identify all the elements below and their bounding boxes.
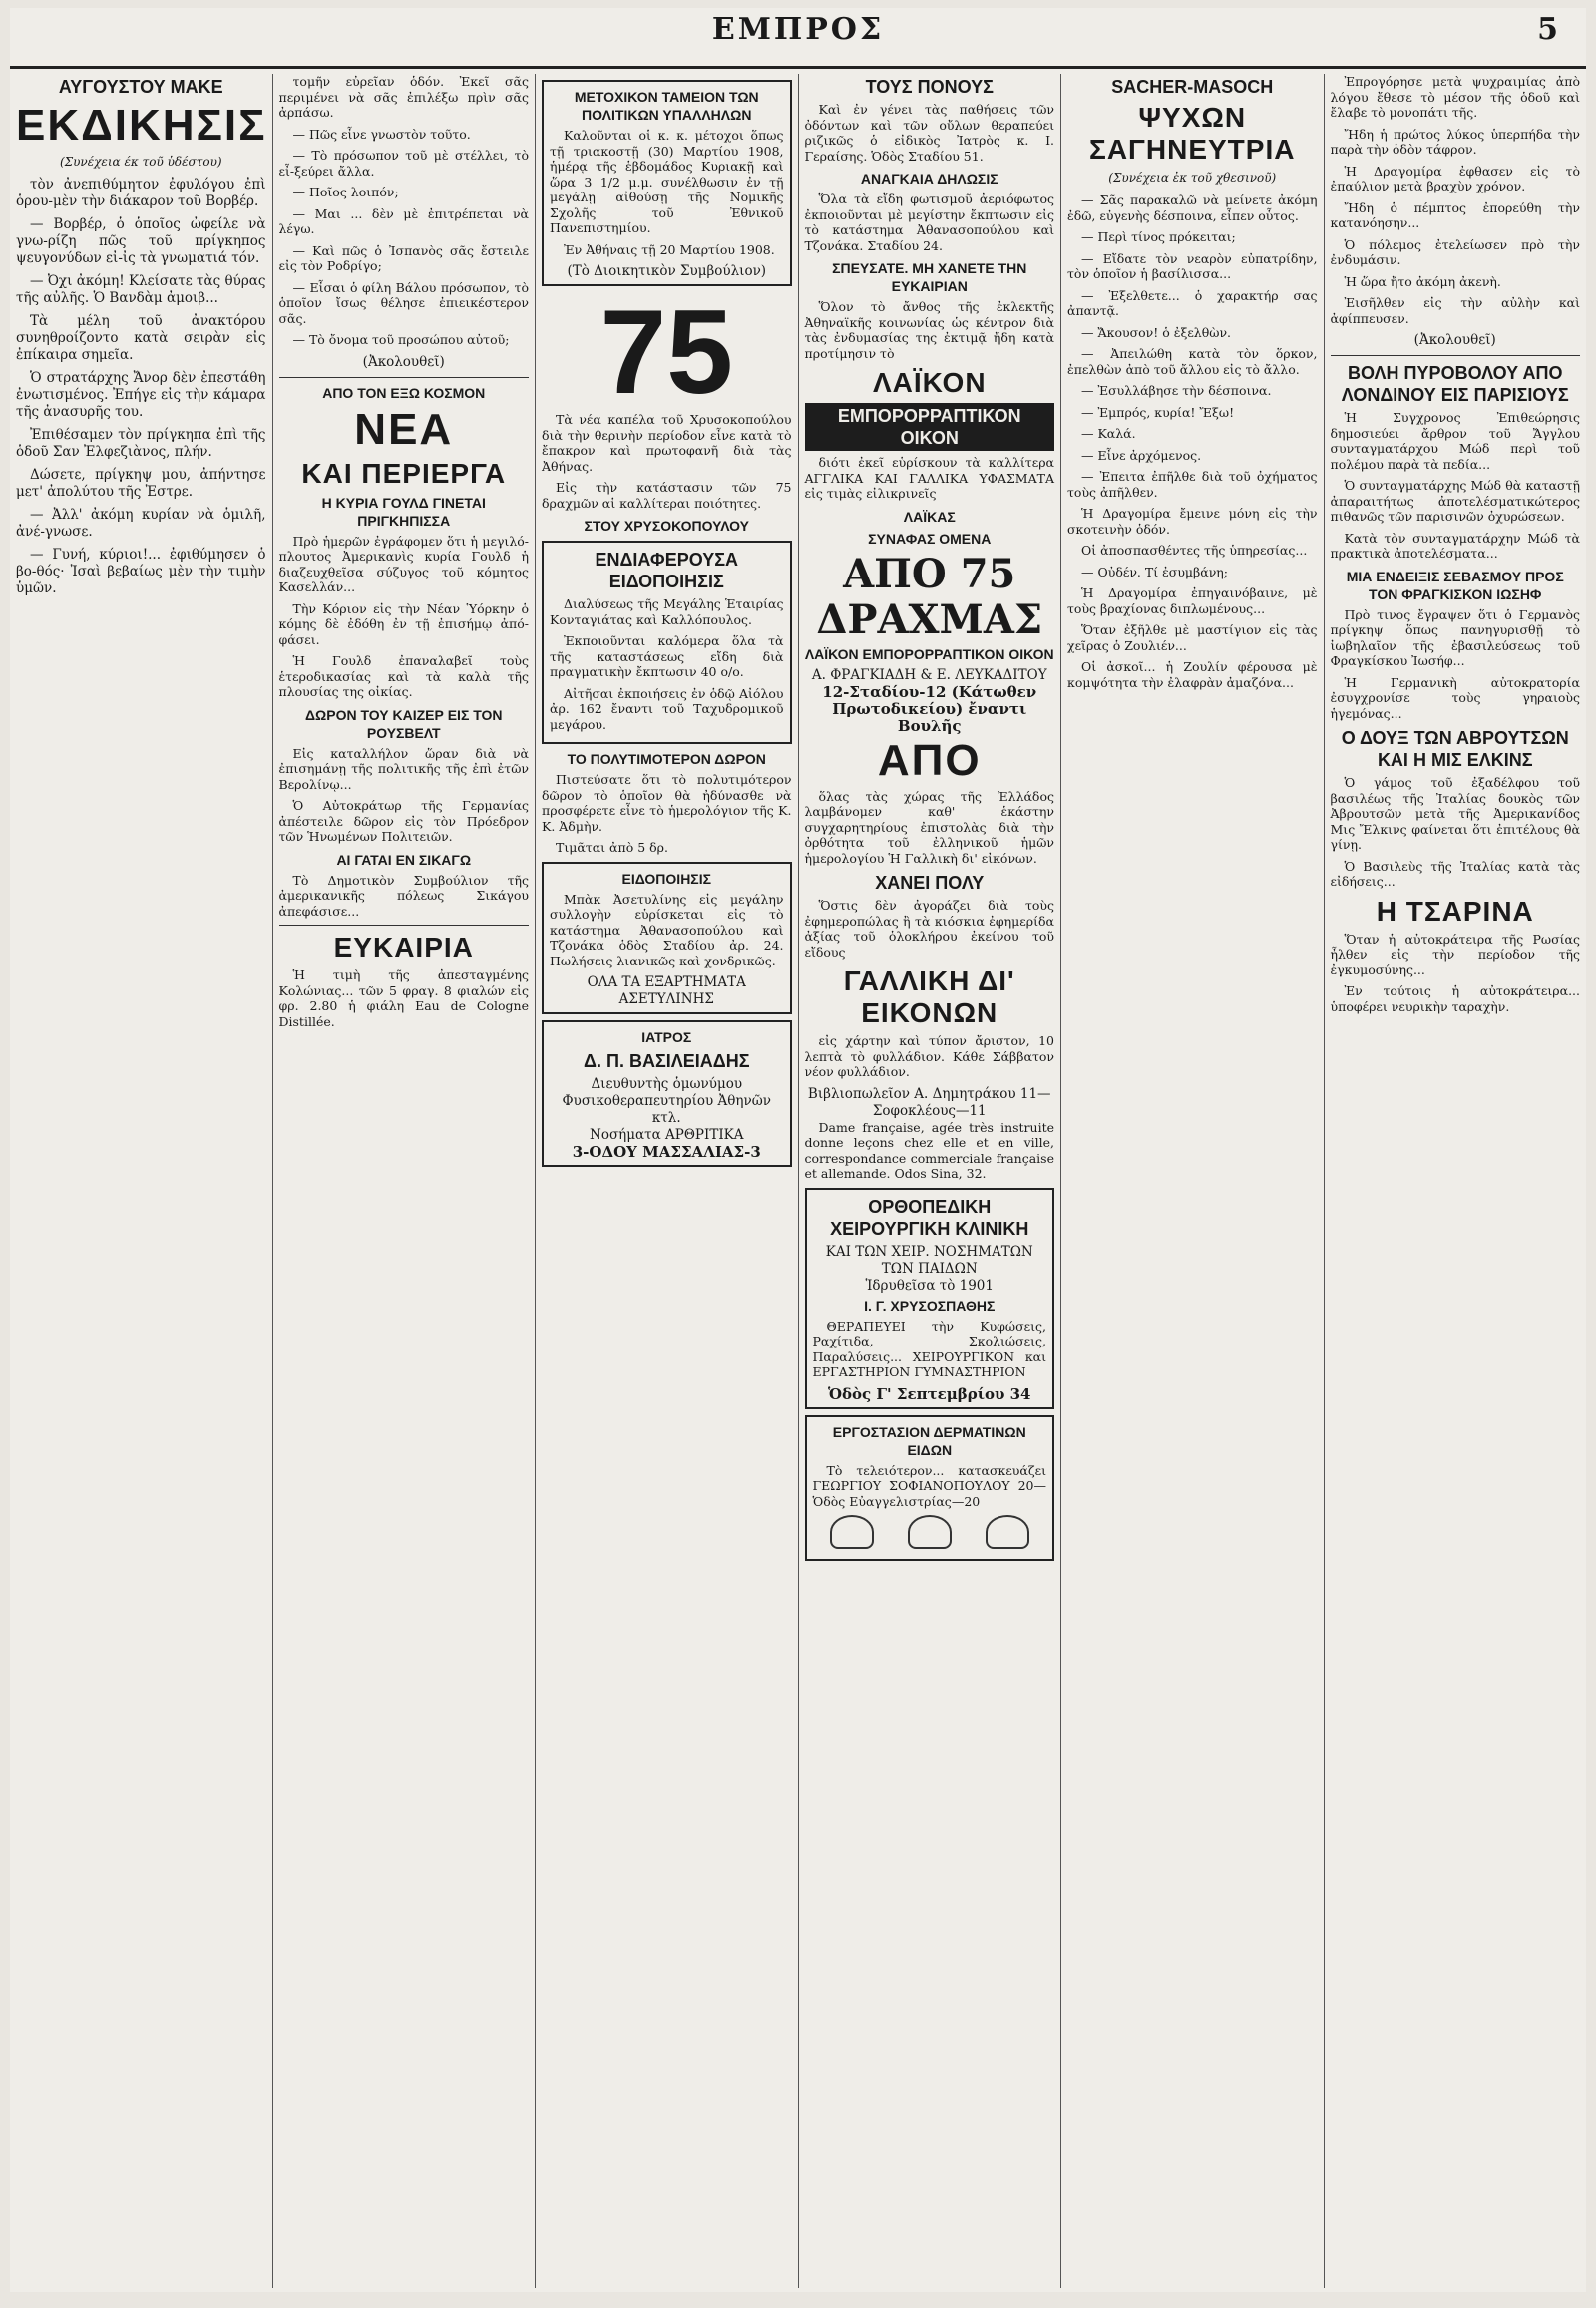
paragraph: Οἱ ἀσκοῖ... ἡ Ζουλίν φέρουσα μὲ κομψότητα τὴν ἐλαφρὰν ἀμαζόνα... — [1067, 659, 1318, 690]
laikas: ΛΑΪΚΑΣ — [903, 508, 956, 525]
serial-subtitle: (Συνέχεια ἐκ τοῦ χθεσινοῦ) — [1108, 171, 1277, 185]
paragraph: — Ἐσυλλάβησε τὴν δέσποινα. — [1081, 383, 1272, 398]
synaf: ΣΥΝΑΦΑΣ ΟΜΕΝΑ — [868, 530, 992, 547]
paragraph: — Τὸ ὄνομα τοῦ προσώπου αὐτοῦ; — [292, 332, 510, 347]
shop-owners: Α. ΦΡΑΓΚΙΑΔΗ & Ε. ΛΕΥΚΑΔΙΤΟΥ — [811, 666, 1047, 683]
story-head: Ο ΔΟΥΞ ΤΩΝ ΑΒΡΟΥΤΣΩΝ ΚΑΙ Η ΜΙΣ ΕΛΚΙΝΣ — [1341, 728, 1569, 770]
paragraph: Ὁ συνταγματάρχης Μώδ θὰ καταστῇ ἀπαραιτήτως ἀποτελέσματικώτερος πιθανῶς τῶν παρισινῶν ὀχυρώσεων. — [1330, 478, 1580, 524]
doctor-address: 3-ΟΔΟΥ ΜΑΣΣΑΛΙΑΣ-3 — [572, 1143, 761, 1161]
story-head: ΜΙΑ ΕΝΔΕΙΞΙΣ ΣΕΒΑΣΜΟΥ ΠΡΟΣ ΤΟΝ ΦΡΑΓΚΙΣΚΟΝ ΙΩΣΗΦ — [1346, 568, 1564, 602]
notice-box — [542, 541, 792, 744]
paragraph: Ἐν τούτοις ἡ αὐτοκράτειρα... ὑποφέρει νευρικὴν ταραχὴν. — [1330, 983, 1580, 1014]
shop-address: 12-Σταδίου-12 (Κάτωθεν Πρωτοδικείου) ἔναντι Βουλῆς — [822, 682, 1037, 735]
shop-name: ΣΤΟΥ ΧΡΥΣΟΚΟΠΟΥΛΟΥ — [584, 518, 750, 534]
paragraph: Ὅλα τὰ εἴδη φωτισμοῦ ἀεριόφωτος ἐκποιοῦνται μὲ μεγίστην ἔκπτωσιν εἰς τὸ κατάστημα Ἀθανασοπούλου καὶ Τζονάκα. Σταδίου 24. — [804, 192, 1054, 253]
section-title-periergа: ΚΑΙ ΠΕΡΙΕΡΓΑ — [301, 457, 507, 489]
paragraph: Ἐκποιοῦνται καλόμερα ὅλα τὰ τῆς καταστάσεως εἴδη διὰ πραγματικὴν ἔκπτωσιν 40 ο/ο. — [550, 633, 784, 679]
story-head: Η ΚΥΡΙΑ ΓΟΥΛΔ ΓΙΝΕΤΑΙ ΠΡΙΓΚΗΠΙΣΣΑ — [321, 494, 486, 529]
paragraph: Τὴν Κόριον εἰς τὴν Νέαν Ὑόρκην ὁ κόμης δὲ ἐδόθη ἐν τῇ ἐπισήμῳ ἀπό-φάσει. — [278, 600, 529, 647]
paragraph: Ὁ γάμος τοῦ ἐξαδέλφου τοῦ βασιλέως τῆς Ἰταλίας δουκὸς τῶν Ἀβρουτσῶν μετὰ τῆς Ἀμερικανίδος Μις Ἔλκινς φαίνεται ὅτι ἐπιτέλους θὰ γίνῃ. — [1330, 775, 1580, 852]
paragraph: Πιστεύσατε ὅτι τὸ πολυτιμότερον δῶρον τὸ ὁποῖον θὰ ἠδύνασθε νὰ προσφέρετε εἶνε τὸ ἡμερολόγιον τῆς Κ. Κ. Ἀδμὴν. — [542, 772, 792, 834]
section-title-nea: ΝΕΑ — [354, 404, 454, 454]
doctor-spec: Νοσήματα ΑΡΘΡΙΤΙΚΑ — [590, 1127, 744, 1143]
serial-author: SACHER-MASOCH — [1111, 77, 1274, 97]
paragraph: Ἡ τιμὴ τῆς ἀπεσταγμένης Κολώνιας... τῶν 5 φραγ. 8 φιαλών εἰς φρ. 2.80 ἡ φιάλη Eau de Cologne Distillée. — [278, 967, 529, 1029]
paragraph: — Πῶς εἶνε γνωστὸν τοῦτο. — [292, 126, 471, 142]
laikon-title: ΛΑΪΚΟΝ — [872, 367, 987, 398]
clinic-doctor: Ι. Γ. ΧΡΥΣΟΣΠΑΘΗΣ — [864, 1297, 996, 1314]
paragraph: — Περὶ τίνος πρόκειται; — [1081, 229, 1236, 244]
paragraph: Ἐπιθέσαμεν τὸν πρίγκηπα ἐπὶ τῆς ὁδοῦ Σαν Ἐλφεζιὰνος, πλήν. — [16, 427, 266, 460]
divider — [1331, 355, 1581, 356]
notice-head: ΕΝΔΙΑΦΕΡΟΥΣΑ ΕΙΔΟΠΟΙΗΣΙΣ — [595, 550, 739, 591]
ad-head: ΤΟΥΣ ΠΟΝΟΥΣ — [865, 77, 994, 97]
hurry-line: ΣΠΕΥΣΑΤΕ. ΜΗ ΧΑΝΕΤΕ ΤΗΝ ΕΥΚΑΙΡΙΑΝ — [832, 260, 1027, 294]
story-head: ΒΟΛΗ ΠΥΡΟΒΟΛΟΥ ΑΠΟ ΛΟΝΔΙΝΟΥ ΕΙΣ ΠΑΡΙΣΙΟΥΣ — [1341, 363, 1569, 405]
paragraph: Ἡ Δραγομίρα ἐπηγαινόβαινε, μὲ τοὺς βραχίονας διπλωμένους... — [1067, 585, 1318, 616]
clinic-head: ΟΡΘΟΠΕΔΙΚΗ ΧΕΙΡΟΥΡΓΙΚΗ ΚΛΙΝΙΚΗ — [830, 1196, 1029, 1239]
paragraph: Ὅταν ἐξῆλθε μὲ μαστίγιον εἰς τὰς χεῖρας ὁ Ζουλιέν... — [1067, 622, 1318, 653]
paragraph: Εἰς καταλλήλον ὥραν διὰ νὰ ἐπισημάνῃ τῆς πολιτικῆς τῆς ἐπὶ ἐτῶν Βερολίνῳ... — [278, 745, 529, 792]
bag-icon — [908, 1515, 952, 1549]
clinic-box — [805, 1188, 1055, 1409]
paragraph: Πρὸ ἡμερῶν ἐγράφομεν ὅτι ἡ μεγιλό-πλουτος Ἀμερικανὶς κυρία Γουλδ ἡ διαζευχθεῖσα σύζυγος τοῦ κόμητος Κασελλάν... — [278, 533, 529, 594]
doctor-box — [542, 1020, 792, 1167]
notice-head: ΜΕΤΟΧΙΚΟΝ ΤΑΜΕΙΟΝ ΤΩΝ ΠΟΛΙΤΙΚΩΝ ΥΠΑΛΛΗΛΩΝ — [574, 89, 759, 123]
doctor-name: Δ. Π. ΒΑΣΙΛΕΙΑΔΗΣ — [584, 1051, 750, 1071]
page-number: 5 — [1537, 12, 1558, 47]
shop-name: ΛΑΪΚΟΝ ΕΜΠΟΡΟΡΡΑΠΤΙΚΟΝ ΟΙΚΟΝ — [804, 645, 1054, 662]
paragraph: Κατὰ τὸν συνταγματάρχην Μώδ τὰ πρακτικὰ ἀποτελέσματα... — [1330, 530, 1580, 561]
column-4 — [799, 74, 1062, 2288]
columns — [10, 74, 1586, 2288]
divider — [279, 925, 530, 926]
notice-box — [542, 80, 792, 286]
paragraph: διότι ἐκεῖ εὑρίσκουν τὰ καλλίτερα ΑΓΓΛΙΚΑ ΚΑΙ ΓΑΛΛΙΚΑ ΥΦΑΣΜΑΤΑ εἰς τιμὰς εἰλικρινεῖς — [804, 455, 1054, 501]
gallic-address: Βιβλιοπωλεῖον Α. Δημητράκου 11—Σοφοκλέους—11 — [807, 1085, 1051, 1119]
story-head: ΔΩΡΟΝ ΤΟΥ ΚΑΙΖΕΡ ΕΙΣ ΤΟΝ ΡΟΥΣΒΕΛΤ — [304, 706, 503, 741]
paragraph: — Σᾶς παρακαλῶ νὰ μείνετε ἀκόμη ἐδῶ, εὐγενὴς δέσποινα, εἶπεν οὗτος. — [1067, 192, 1318, 223]
paragraph: — Ἐπειτα ἐπῆλθε διὰ τοῦ ὀχήματος τοὺς ἀπῆλθεν. — [1067, 469, 1318, 500]
paragraph: Ἡ Γερμανικὴ αὐτοκρατορία ἐσυγχρονίσε τοὺς γηραιοὺς ἡγεμόνας... — [1330, 674, 1580, 721]
story-head: Η ΤΣΑΡΙΝΑ — [1376, 895, 1534, 927]
emporo-title: ΕΜΠΟΡΟΡΡΑΠΤΙΚΟΝ ΟΙΚΟΝ — [805, 403, 1055, 451]
column-6 — [1325, 74, 1587, 2288]
bag-icon — [830, 1515, 874, 1549]
paragraph: Ὅταν ἡ αὐτοκράτειρα τῆς Ρωσίας ἦλθεν εἰς τὴν περίοδον τῆς ἐγκυμοσύνης... — [1330, 931, 1580, 977]
paragraph: Οἱ ἀποσπασθέντες τῆς ὑπηρεσίας... — [1081, 543, 1308, 558]
paragraph: — Ἐξελθετε... ὁ χαρακτήρ σας ἀπαντᾷ. — [1067, 287, 1318, 318]
newspaper-page — [10, 8, 1586, 2292]
serial-title: ΨΥΧΩΝ ΣΑΓΗΝΕΥΤΡΙΑ — [1089, 102, 1296, 165]
column-2 — [273, 74, 537, 2288]
paragraph: Ἡ ὥρα ἤτο ἀκόμη ἀκενὴ. — [1344, 273, 1501, 289]
notice-head: ΕΙΔΟΠΟΙΗΣΙΣ — [621, 870, 711, 887]
paragraph: Ἐισῆλθεν εἰς τὴν αὐλὴν καὶ ἀφίππευσεν. — [1330, 295, 1580, 326]
paragraph: Ἡ Συγχρονος Ἐπιθεώρησις δημοσιεύει ἄρθρον τοῦ Ἄγγλου συνταγματάρχου Μώδ περὶ τοῦ πολέμου παρὰ τὰ πεδία... — [1330, 410, 1580, 472]
story-head: ΑΙ ΓΑΤΑΙ ΕΝ ΣΙΚΑΓΩ — [336, 851, 472, 868]
paragraph: Διαλύσεως τῆς Μεγάλης Ἑταιρίας Κονταγιάτας καὶ Καλλόπουλος. — [550, 596, 784, 627]
notice-box — [542, 862, 792, 1015]
paragraph: — Καλά. — [1081, 426, 1136, 441]
paragraph: Τὸ τελειότερον... κατασκευάζει ΓΕΩΡΓΙΟΥ ΣΟΦΙΑΝΟΠΟΥΛΟΥ 20—Ὁδὸς Εὐαγγελιστρίας—20 — [812, 1462, 1046, 1509]
notice-sub: ΟΛΑ ΤΑ ΕΞΑΡΤΗΜΑΤΑ ΑΣΕΤΥΛΙΝΗΣ — [587, 974, 746, 1007]
paragraph: Ἡ Δραγομίρα ἐφθασεν εἰς τὸ ἐπαύλιον μετὰ βραχὺν χρόνον. — [1330, 163, 1580, 193]
xanei-title: ΧΑΝΕΙ ΠΟΛΥ — [875, 873, 985, 893]
paragraph: Αἰτῆσαι ἐκποιήσεις ἐν ὁδῷ Αἰόλου ἀρ. 162 ἔναντι τοῦ Ταχυδρομικοῦ μεγάρου. — [550, 685, 784, 732]
serial-title: ΕΚΔΙΚΗΣΙΣ — [16, 101, 267, 150]
notice-head: ΑΝΑΓΚΑΙΑ ΔΗΛΩΣΙΣ — [860, 171, 998, 187]
paragraph: — Βορβέρ, ὁ ὁποῖος ὠφείλε νὰ γνω-ρίζη πῶς τοῦ πρίγκηπος ψευγονύδων εἰ-ἰς τὰ γνωματιά τόν. — [16, 216, 266, 266]
divider — [279, 377, 530, 378]
paragraph: — Ἀλλ' ἀκόμη κυρίαν νὰ ὁμιλῆ, ἀνέ-γνωσε. — [16, 507, 266, 540]
column-3 — [536, 74, 799, 2288]
paragraph-french: Dame française, agée très instruite donne leçons chez elle et en ville, correspondance commerciale française et allemande. Odos Sina, 32. — [804, 1119, 1054, 1181]
paragraph: Καλοῦνται οἱ κ. κ. μέτοχοι ὅπως τῇ τριακοστῇ (30) Μαρτίου 1908, ἡμέρᾳ τῆς ἑβδομάδος Κυριακῇ καὶ ὥρα 3 1/2 μ.μ. συνέλθωσιν ἐν τῇ μεγάλῃ αἰθούσῃ τῆς Νομικῆς Σχολῆς τοῦ Ἐθνικοῦ Πανεπιστημίου. — [550, 128, 784, 235]
paragraph: Ὁ Αὐτοκράτωρ τῆς Γερμανίας ἀπέστειλε δῶρον εἰς τὸν Πρόεδρον τῶν Ἡνωμένων Πολιτειῶν. — [278, 798, 529, 844]
paragraph: Τὸ Δημοτικὸν Συμβούλιον τῆς ἀμερικανικῆς πόλεως Σικάγου ἀπεφάσισε... — [278, 872, 529, 919]
paragraph: τομῆν εὐρεῖαν ὁδόν. Ἐκεῖ σᾶς περιμένει νὰ σᾶς ἐπιλέξω πρὶν σᾶς ἀρπάσω. — [278, 74, 529, 120]
paragraph: Ἡ Γουλδ ἐπαναλαβεῖ τοὺς ἑτεροδικασίας καὶ τὰ καλὰ τῆς πλουσίας της οἰκίας. — [278, 653, 529, 699]
continued-note: (Ἀκολουθεῖ) — [362, 353, 445, 370]
paragraph: Πρὸ τινος ἔγραψεν ὅτι ὁ Γερμανὸς πρίγκηψ ὅπως πανηγυρισθῇ τὸ ἰωβηλαῖον τῆς ἐβασιλεύσεως τοῦ Φραγκίσκου Ἰωσήφ... — [1330, 606, 1580, 668]
factory-box — [805, 1415, 1055, 1562]
paragraph: — Ποῖος λοιπόν; — [292, 185, 399, 199]
paragraph: — Οὐδέν. Τί ἐσυμβάνη; — [1081, 564, 1229, 579]
notice-signature: (Τὸ Διοικητικὸν Συμβούλιον) — [567, 263, 767, 279]
clinic-founded: Ἱδρυθεῖσα τὸ 1901 — [865, 1277, 994, 1294]
paragraph: Ἐν Ἀθήναις τῇ 20 Μαρτίου 1908. — [564, 241, 775, 257]
factory-head: ΕΡΓΟΣΤΑΣΙΟΝ ΔΕΡΜΑΤΙΝΩΝ ΕΙΔΩΝ — [832, 1423, 1026, 1458]
paragraph: — Ἄκουσον! ὁ ἐξελθὼν. — [1081, 324, 1232, 340]
paragraph: — Γυνή, κύριοι!... ἐφιθύμησεν ὁ βο-θός· Ἰσαὶ βεβαίως μὲν τὴν τιμὴν ὑμῶν. — [16, 547, 266, 596]
serial-subtitle: (Συνέχεια έκ τοῦ ὑδέστου) — [59, 155, 222, 169]
newspaper-title: ΕΜΠΡΟΣ — [711, 12, 885, 47]
paragraph: Δώσετε, πρίγκηψ μου, ἀπήντησε μετ' ἀπολύτου τῆς Ἐστρε. — [16, 467, 266, 500]
paragraph: Εἰς τὴν κατάστασιν τῶν 75 δραχμῶν αἱ καλλίτεραι ποιότητες. — [542, 480, 792, 511]
paragraph: — Ἀπειλώθη κατὰ τὸν ὅρκον, ἐπελθὼν ἀπὸ τοῦ ἄλλου εἰς τὸ ἄλλο. — [1067, 346, 1318, 377]
paragraph: — Ὀχι ἀκόμη! Κλείσατε τὰς θύρας τῆς αὐλῆς. Ὁ Βανδὰμ ἀμοιβ... — [16, 273, 266, 306]
paragraph: Ὁ στρατάρχης Ἄνορ δὲν ἐπεστάθη ἐνωτισμένος. Ἐπήγε εἰς τὴν κάμαρα τῆς ἀνασυρῆς του. — [16, 370, 266, 420]
masthead — [10, 8, 1586, 69]
apo-title: ΑΠΟ — [877, 735, 982, 785]
paragraph: Τὰ μέλη τοῦ ἀνακτόρου συνηθροίζοντο κατὰ σειρὰν εἰς ἐπίκαιρα σημεῖα. — [16, 313, 266, 363]
paragraph: Τὰ νέα καπέλα τοῦ Χρυσοκοπούλου διὰ τὴν θερινὴν περίοδον εἶνε κατὰ τὸ ἔπακρον καὶ πρωτοφανῆ διὰ τὰς Ἀθήνας. — [542, 412, 792, 474]
paragraph: Ἡ Δραγομίρα ἔμεινε μόνη εἰς τὴν σκοτεινὴν ὁδόν. — [1067, 506, 1318, 537]
paragraph: Μπὰκ Ἀσετυλίνης εἰς μεγάλην συλλογὴν εὑρίσκεται εἰς τὸ κατάστημα Ἀθανασοπούλου καὶ Τζονάκα ὁδὸς Σταδίου ἀρ. 24. Πωλήσεις λιανικῶς καὶ χονδρικῶς. — [550, 891, 784, 968]
paragraph: Ὁ Βασιλεὺς τῆς Ἰταλίας κατὰ τὰς εἰδήσεις... — [1330, 858, 1580, 889]
paragraph: Καὶ ἐν γένει τὰς παθήσεις τῶν ὀδόντων καὶ τῶν οὔλων θεραπεύει ριζικῶς ὁ εἰδικὸς Ἰατρὸς κ. Ι. Γεραίσης. Ὁδὸς Σταδίου 51. — [804, 102, 1054, 164]
paragraph: Ὅλον τὸ ἄνθος τῆς ἐκλεκτῆς Ἀθηναϊκῆς κοινωνίας ὡς κέντρον διὰ τὰς ἐνδυμασίας της ἐκτιμᾷ ἤδη κατὰ προτίμησιν τὸ — [804, 299, 1054, 361]
paragraph: Ἤδη ἡ πρώτος λύκος ὑπερπήδα τὴν παρὰ τὴν ὁδὸν τάφρον. — [1330, 126, 1580, 157]
paragraph: — Εἶνε ἀρχόμενος. — [1081, 447, 1202, 463]
serial-author: ΑΥΓΟΥΣΤΟΥ ΜΑΚΕ — [58, 77, 223, 97]
continued-note: (Ἀκολουθεῖ) — [1413, 332, 1496, 348]
paragraph: ὅλας τὰς χώρας τῆς Ἑλλάδος λαμβάνομεν καθ' ἑκάστην συγχαρητηρίους ἐπιστολὰς διὰ τὴν ὀρθότητα τοῦ ἐλληνικοῦ ἡμῶν ἡμερολογίου Ἡ Γαλλικὴ δι' εἰκόνων. — [804, 788, 1054, 866]
doctor-text: Διευθυντὴς ὁμωνύμου Φυσικοθεραπευτηρίου Ἀθηνῶν κτλ. — [562, 1076, 771, 1126]
clinic-address: Ὁδὸς Γ' Σεπτεμβρίου 34 — [828, 1384, 1031, 1403]
paragraph: — Μαι ... δὲν μὲ ἐπιτρέπεται νὰ λέγω. — [278, 205, 529, 236]
paragraph: — Τὸ πρόσωπον τοῦ μὲ στέλλει, τὸ εἶ-ξεύρει ἄλλα. — [278, 148, 529, 179]
gallic-title: ΓΑΛΛΙΚΗ ΔΙ' ΕΙΚΟΝΩΝ — [843, 965, 1015, 1028]
price-line: ΑΠΟ 75 ΔΡΑΧΜΑΣ — [816, 550, 1043, 643]
paragraph: ΘΕΡΑΠΕΥΕΙ τὴν Κυφώσεις, Ραχίτιδα, Σκολιώσεις, Παραλύσεις... ΧΕΙΡΟΥΡΓΙΚΟΝ και ΕΡΓΑΣΤΗΡΙΟΝ ΓΥΜΝΑΣΤΗΡΙΟΝ — [812, 1318, 1046, 1379]
bag-icons — [813, 1515, 1047, 1549]
bag-icon — [986, 1515, 1029, 1549]
ad-title: ΕΥΚΑΙΡΙΑ — [333, 932, 474, 962]
paragraph: Ἤδη ὁ πέμπτος ἐπορεύθη τὴν κατανόησην... — [1330, 199, 1580, 230]
clinic-sub: ΚΑΙ ΤΩΝ ΧΕΙΡ. ΝΟΣΗΜΑΤΩΝ ΤΩΝ ΠΑΙΔΩΝ — [825, 1243, 1033, 1277]
paragraph: Ἐπρογόρησε μετὰ ψυχραιμίας ἀπὸ λόγου ἔθεσε τὸ μέσον τῆς ὁδοῦ καὶ ἔλαβε τὸ μονοπάτι τῆς. — [1330, 74, 1580, 120]
paragraph: εἰς χάρτην καὶ τύπον ἄριστον, 10 λεπτὰ τὸ φυλλάδιον. Κάθε Σάββατον νέον φυλλάδιον. — [804, 1033, 1054, 1079]
paragraph: Ὅστις δὲν ἀγοράζει διὰ τοὺς ἐφημεροπώλας ἢ τὰ κιόσκια ἐφημερίδα ἀξίας τοῦ ὁλοκλήρου ἐκείνου τοῦ εἴδους — [804, 898, 1054, 960]
paragraph: Τιμᾶται ἀπὸ 5 δρ. — [556, 840, 668, 855]
column-1 — [10, 74, 273, 2288]
paragraph: — Εἶσαι ὁ φίλη Βάλου πρόσωπον, τὸ ὁποῖον ἴσως θέλησε ἐπιεικέστερον σᾶς. — [278, 279, 529, 326]
price-75: 75 — [599, 285, 733, 419]
doctor-title: ΙΑΤΡΟΣ — [641, 1029, 692, 1045]
paragraph: — Ἐμπρός, κυρία! Ἔξω! — [1081, 404, 1235, 420]
paragraph: Ὁ πόλεμος ἐτελείωσεν πρὸ τὴν ἐνδυμάσιν. — [1330, 236, 1580, 267]
paragraph: — Καὶ πῶς ὁ Ἰσπανὸς σᾶς ἔστειλε εἰς τὸν Ροδρίγο; — [278, 242, 529, 273]
paragraph: — Εἴδατε τὸν νεαρὸν εὐπατρίδην, τὸν ὁποῖον ἡ βασίλισσα... — [1067, 250, 1318, 281]
section-head: ΑΠΟ ΤΟΝ ΕΞΩ ΚΟΣΜΟΝ — [322, 384, 486, 401]
paragraph: τὸν ἀνεπιθύμητον ἐφυλόγου ἐπὶ ὁρου-μὲν τὴν διάκαρον τοῦ Βορβέρ. — [16, 177, 266, 209]
notice-head: ΤΟ ΠΟΛΥΤΙΜΟΤΕΡΟΝ ΔΩΡΟΝ — [567, 751, 766, 767]
column-5 — [1061, 74, 1325, 2288]
